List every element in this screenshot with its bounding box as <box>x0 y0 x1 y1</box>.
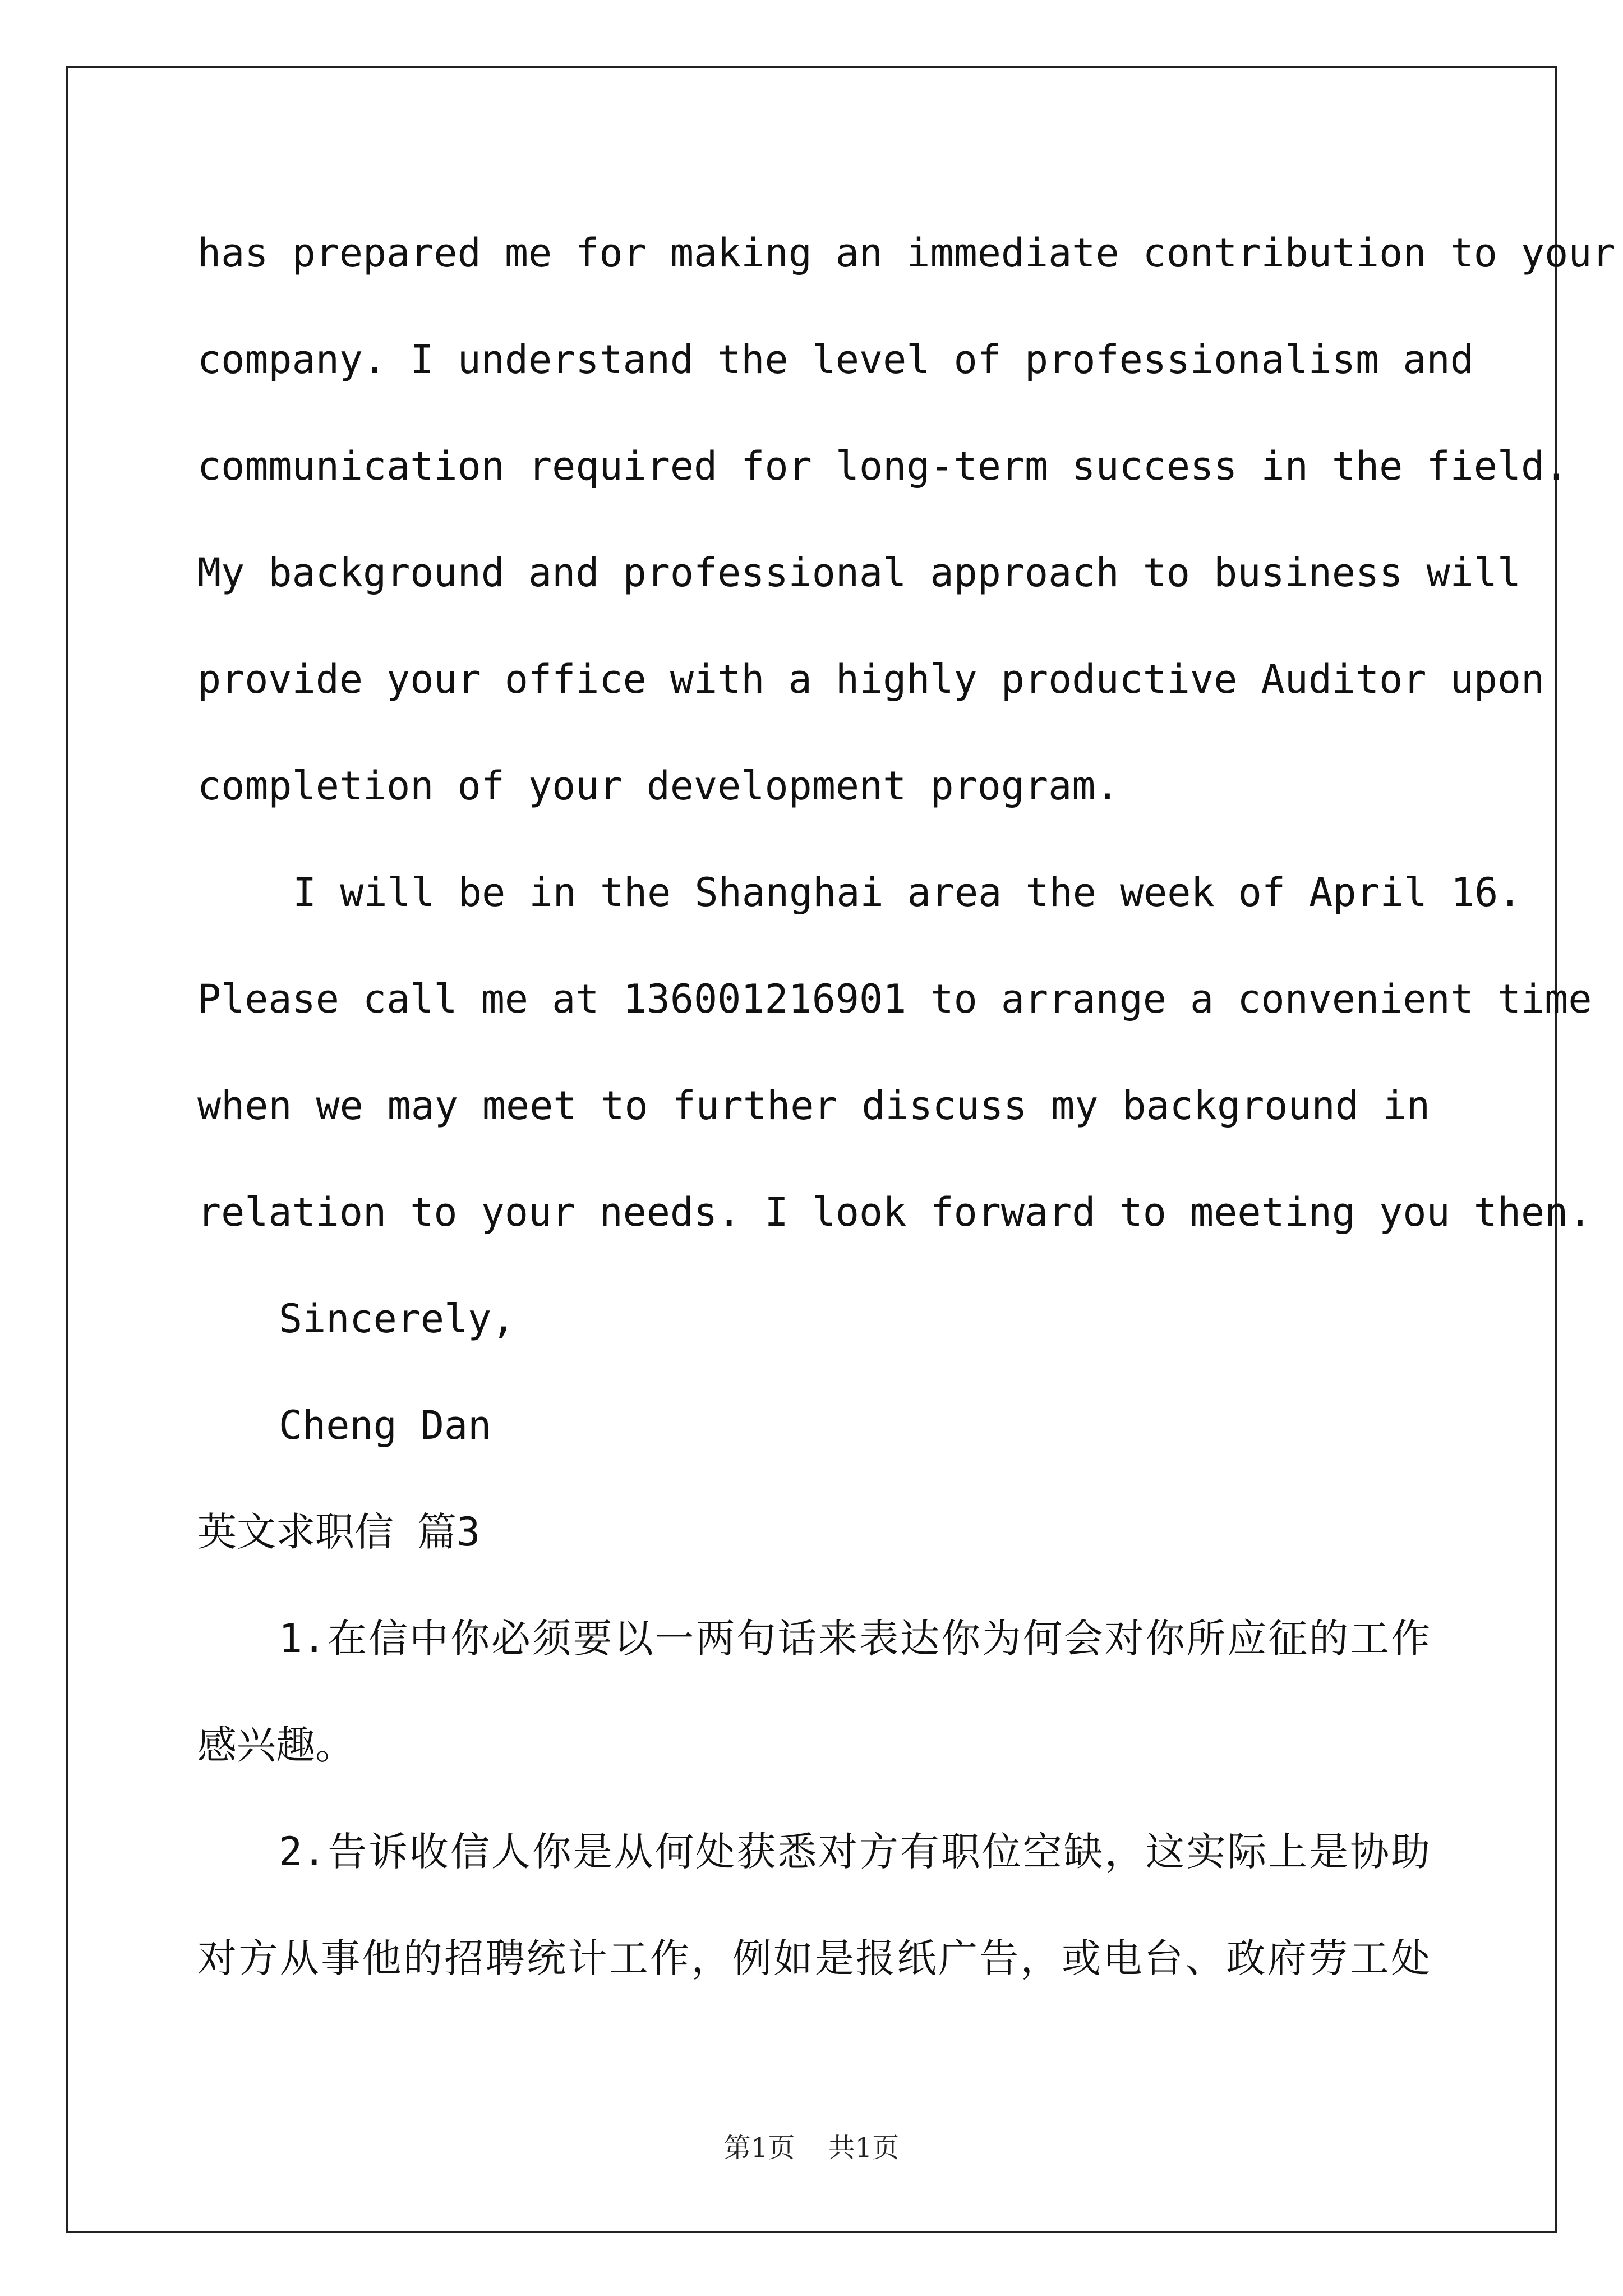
body-line: Please call me at 136001216901 to arrange a convenient time <box>197 976 1592 1022</box>
body-line: relation to your needs. I look forward to meeting you then. <box>197 1189 1592 1235</box>
list-item-line: 2.告诉收信人你是从何处获悉对方有职位空缺，这实际上是协助 <box>279 1829 1430 1875</box>
list-item-line: 感兴趣。 <box>197 1722 354 1768</box>
body-line: provide your office with a highly productive Auditor upon <box>197 656 1545 702</box>
section-heading: 英文求职信 篇3 <box>197 1509 481 1555</box>
closing-salutation: Sincerely, <box>279 1296 515 1342</box>
page-total: 共1页 <box>828 2132 900 2164</box>
body-line: completion of your development program. <box>197 763 1119 809</box>
list-item-line: 对方从事他的招聘统计工作，例如是报纸广告，或电台、政府劳工处 <box>197 1935 1430 1981</box>
page-footer <box>0 2126 1623 2165</box>
body-line: has prepared me for making an immediate contribution to your <box>197 230 1616 276</box>
body-line: company. I understand the level of professionalism and <box>197 337 1474 383</box>
paragraph-first-line: I will be in the Shanghai area the week of April 16. <box>293 869 1522 915</box>
list-item-line: 1.在信中你必须要以一两句话来表达你为何会对你所应征的工作 <box>279 1616 1430 1662</box>
signature-name: Cheng Dan <box>279 1402 492 1448</box>
document-body <box>197 222 1616 2033</box>
body-line: when we may meet to further discuss my background in <box>197 1083 1430 1129</box>
page-number: 第1页 <box>723 2132 795 2164</box>
body-line: communication required for long-term success in the field. <box>197 443 1569 489</box>
body-line: My background and professional approach to business will <box>197 550 1521 596</box>
